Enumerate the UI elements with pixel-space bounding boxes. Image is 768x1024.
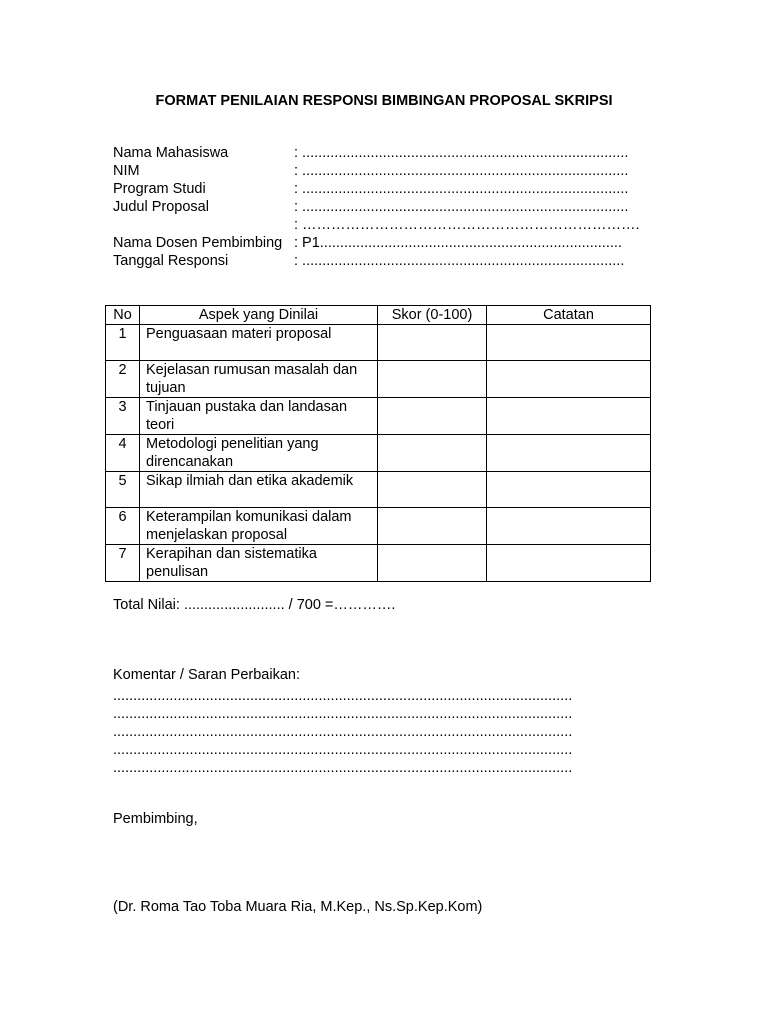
document-title: FORMAT PENILAIAN RESPONSI BIMBINGAN PROPOSAL SKRIPSI [155, 93, 613, 109]
table-row [106, 361, 651, 398]
komentar-line: .................................................................................................................. [113, 742, 573, 758]
row-catatan-cell[interactable] [487, 508, 651, 545]
row-skor-cell[interactable] [378, 508, 487, 545]
info-label: Program Studi [113, 181, 206, 197]
row-number: 2 [106, 361, 140, 398]
info-value: : ................................................................................. [294, 199, 629, 215]
header-aspek: Aspek yang Dinilai [140, 306, 378, 325]
table-header-row [106, 306, 651, 325]
row-aspek: Kejelasan rumusan masalah dan tujuan [140, 361, 378, 398]
row-skor-cell[interactable] [378, 325, 487, 361]
info-row-nama-mahasiswa [113, 144, 673, 162]
row-number: 4 [106, 435, 140, 472]
info-label: Nama Dosen Pembimbing [113, 235, 283, 251]
row-skor-cell[interactable] [378, 435, 487, 472]
row-aspek: Kerapihan dan sistematika penulisan [140, 545, 378, 582]
table-row [106, 435, 651, 472]
info-value: : ................................................................................ [294, 253, 625, 269]
info-row-tanggal-responsi [113, 252, 673, 270]
komentar-label: Komentar / Saran Perbaikan: [113, 667, 300, 683]
row-aspek: Metodologi penelitian yang direncanakan [140, 435, 378, 472]
info-label: NIM [113, 163, 140, 179]
row-catatan-cell[interactable] [487, 545, 651, 582]
row-number: 5 [106, 472, 140, 508]
total-score: Total Nilai: ......................... / 700 =…………. [113, 597, 396, 613]
row-number: 7 [106, 545, 140, 582]
header-no: No [106, 306, 140, 325]
komentar-lines [113, 687, 658, 777]
pembimbing-label: Pembimbing, [113, 811, 198, 827]
info-label [113, 216, 294, 234]
row-catatan-cell[interactable] [487, 398, 651, 435]
info-row-nim [113, 162, 673, 180]
signatory-name: (Dr. Roma Tao Toba Muara Ria, M.Kep., Ns.Sp.Kep.Kom) [113, 899, 483, 915]
table-row [106, 508, 651, 545]
info-value: : P1........................................................................... [294, 235, 622, 251]
row-aspek: Penguasaan materi proposal [140, 325, 378, 361]
row-skor-cell[interactable] [378, 398, 487, 435]
row-number: 6 [106, 508, 140, 545]
table-row [106, 472, 651, 508]
row-catatan-cell[interactable] [487, 435, 651, 472]
row-aspek: Tinjauan pustaka dan landasan teori [140, 398, 378, 435]
info-row-judul-continued [113, 216, 673, 234]
header-catatan: Catatan [487, 306, 651, 325]
row-catatan-cell[interactable] [487, 361, 651, 398]
info-label: Tanggal Responsi [113, 253, 229, 269]
row-skor-cell[interactable] [378, 545, 487, 582]
info-value: : ................................................................................. [294, 181, 629, 197]
info-row-judul-proposal [113, 198, 673, 216]
info-row-dosen-pembimbing [113, 234, 673, 252]
grading-table [105, 305, 651, 582]
komentar-line: .................................................................................................................. [113, 724, 573, 740]
komentar-line: .................................................................................................................. [113, 688, 573, 704]
student-info-section [113, 144, 673, 270]
table-row [106, 545, 651, 582]
komentar-line: .................................................................................................................. [113, 706, 573, 722]
row-skor-cell[interactable] [378, 472, 487, 508]
row-catatan-cell[interactable] [487, 472, 651, 508]
info-row-program-studi [113, 180, 673, 198]
row-catatan-cell[interactable] [487, 325, 651, 361]
row-skor-cell[interactable] [378, 361, 487, 398]
table-row [106, 325, 651, 361]
komentar-line: .................................................................................................................. [113, 760, 573, 776]
info-value: : ................................................................................. [294, 145, 629, 161]
header-skor: Skor (0-100) [378, 306, 487, 325]
row-number: 1 [106, 325, 140, 361]
row-aspek: Sikap ilmiah dan etika akademik [140, 472, 378, 508]
row-aspek: Keterampilan komunikasi dalam menjelaskan proposal [140, 508, 378, 545]
table-row [106, 398, 651, 435]
info-value: : ……………………………………………………………. [294, 217, 640, 233]
info-value: : ................................................................................. [294, 163, 629, 179]
info-label: Judul Proposal [113, 199, 209, 215]
row-number: 3 [106, 398, 140, 435]
info-label: Nama Mahasiswa [113, 145, 229, 161]
